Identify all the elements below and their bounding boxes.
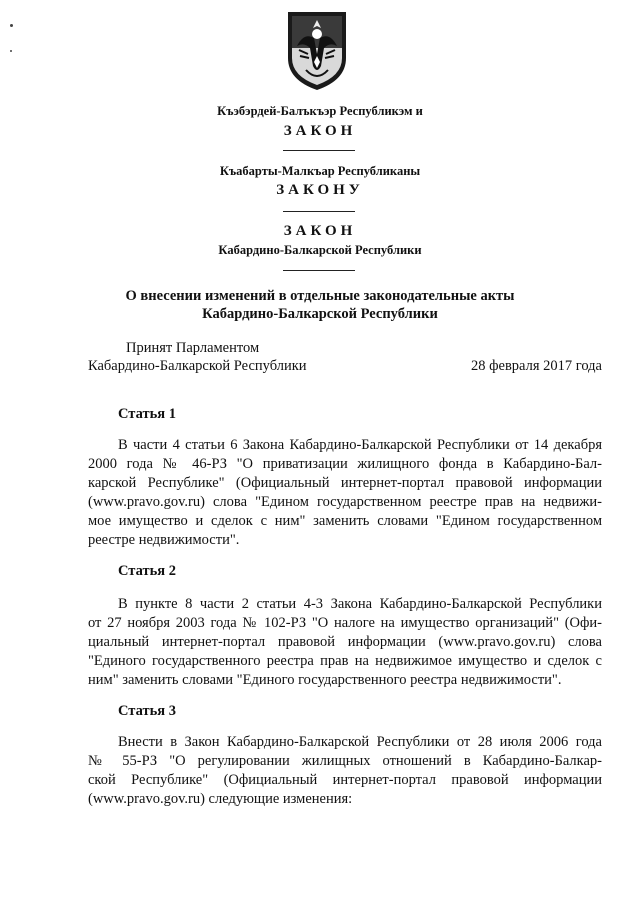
article-heading: Статья 3 <box>118 703 176 719</box>
article-text-line: 2000 года № 46-РЗ "О приватизации жилищного фонда в Кабардино-Бал- <box>88 456 602 472</box>
article-heading: Статья 1 <box>118 406 176 422</box>
article-text-line: № 55-РЗ "О регулировании жилищных отношений в Кабардино-Балкар- <box>88 753 602 769</box>
adoption-date: 28 февраля 2017 года <box>470 358 602 374</box>
republic-name-balkar: Къабарты-Малкъар Республиканы <box>219 164 421 178</box>
article-text-line: Внести в Закон Кабардино-Балкарской Республики от 28 июля 2006 года <box>118 734 602 750</box>
article-body <box>88 595 602 690</box>
article-text-line: "Единого государственного реестра прав на недвижимое имущество и сделок с <box>88 653 602 669</box>
article-body <box>88 436 602 550</box>
separator-line <box>283 150 355 151</box>
adopted-by-parliament-line: Кабардино-Балкарской Республики <box>88 358 307 374</box>
article-text-line: ской Республике" (Официальный интернет-портал правовой информации <box>88 772 602 788</box>
article-body <box>88 733 602 809</box>
article-heading: Статья 2 <box>118 563 176 579</box>
article-text-line: В пункте 8 части 2 статьи 4-3 Закона Кабардино-Балкарской Республики <box>118 596 602 612</box>
article-text-line: циальный интернет-портал правовой информации (www.pravo.gov.ru) слова <box>88 634 602 650</box>
law-word-kabardian: ЗАКОН <box>283 123 357 139</box>
article-text-line: реестре недвижимости". <box>88 532 240 548</box>
article-text-line: (www.pravo.gov.ru) слова "Едином государственном реестре прав на недвижи- <box>88 494 602 510</box>
scan-speck <box>10 24 13 27</box>
law-title-line: О внесении изменений в отдельные законодательные акты <box>125 288 515 304</box>
article-text-line: ним" заменить словами "Единого государственного реестра недвижимости". <box>88 672 562 688</box>
law-word-russian: ЗАКОН <box>283 223 357 239</box>
separator-line <box>283 270 355 271</box>
article-text-line: карской Республике" (Официальный интернет-портал правовой информации <box>88 475 602 491</box>
article-text-line: мое имущество и сделок с ним" заменить словами "Едином государственном <box>88 513 602 529</box>
law-title-line: Кабардино-Балкарской Республики <box>202 306 438 322</box>
article-text-line: В части 4 статьи 6 Закона Кабардино-Балкарской Республики от 14 декабря <box>118 437 602 453</box>
adopted-by-line: Принят Парламентом <box>126 340 260 356</box>
separator-line <box>283 211 355 212</box>
scan-speck <box>10 50 12 52</box>
law-word-balkar: ЗАКОНУ <box>276 182 364 198</box>
article-text-line: (www.pravo.gov.ru) следующие изменения: <box>88 791 353 807</box>
coat-of-arms-icon <box>284 8 350 92</box>
article-text-line: от 27 ноября 2003 года № 102-РЗ "О налоге на имущество организаций" (Офи- <box>88 615 602 631</box>
republic-name-russian: Кабардино-Балкарской Республики <box>218 243 422 257</box>
republic-name-kabardian: Къэбэрдей-Балъкъэр Республикэм и <box>217 104 423 118</box>
